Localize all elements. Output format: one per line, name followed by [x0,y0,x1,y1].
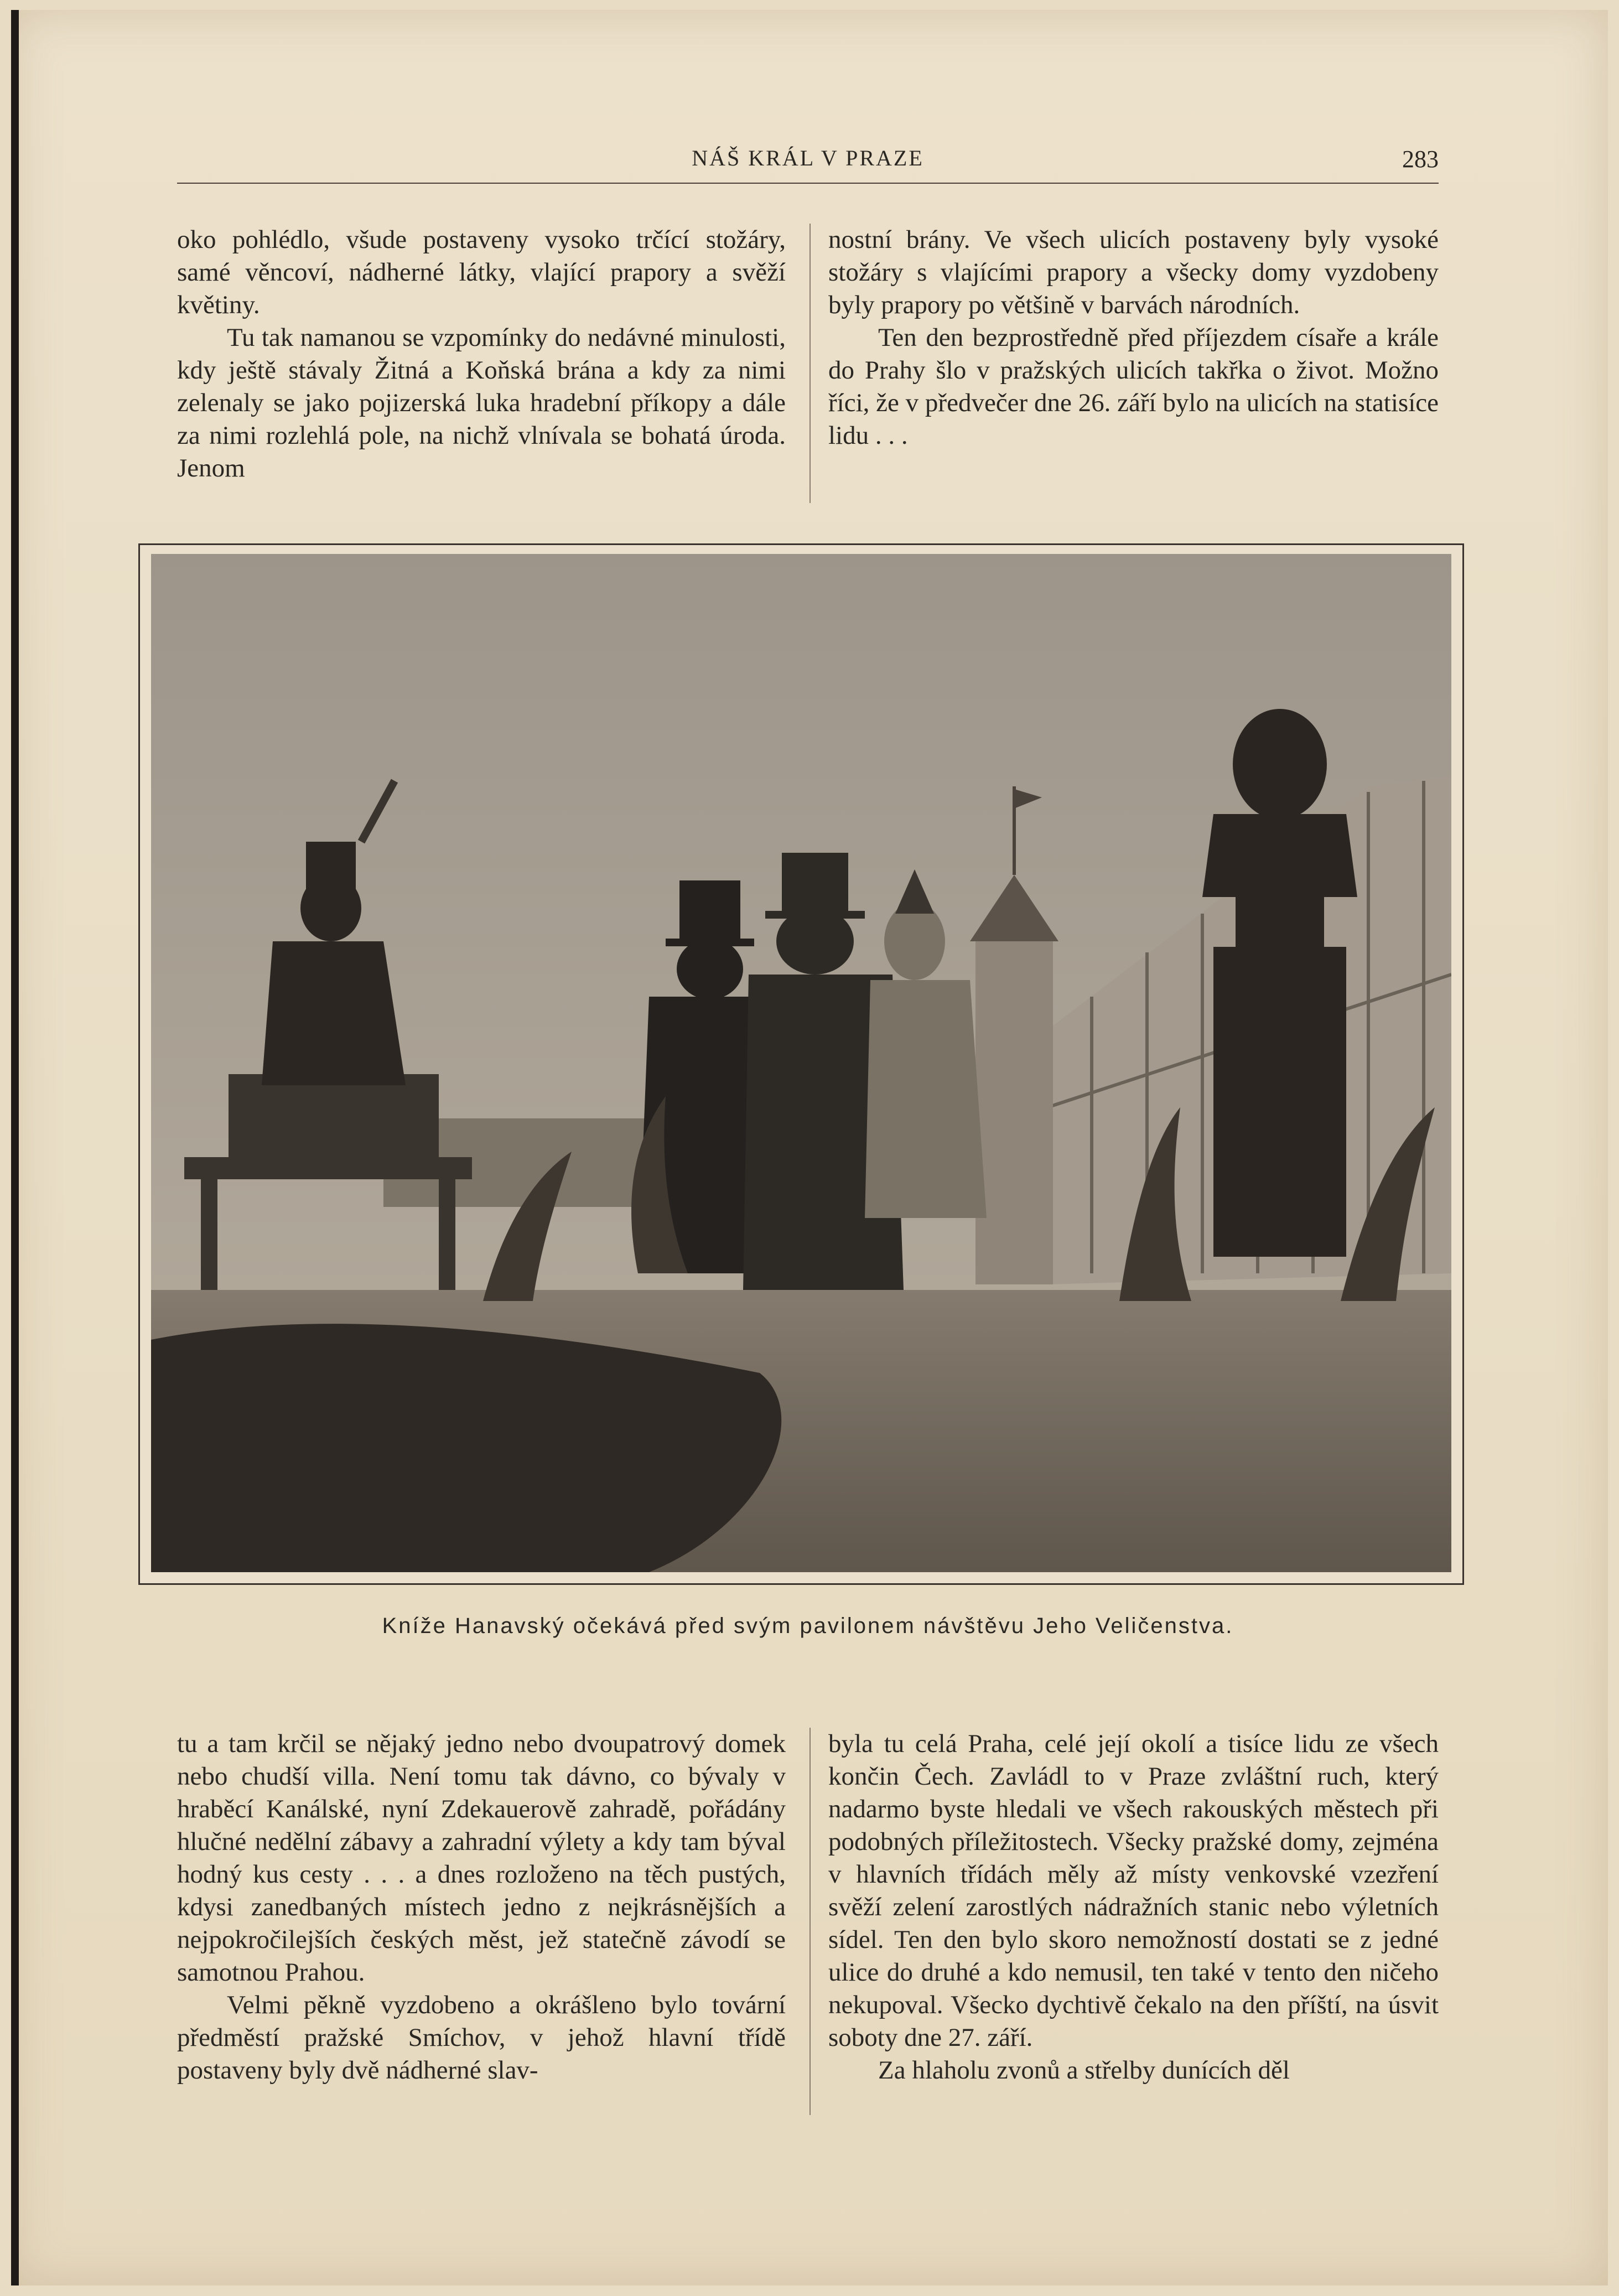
top-left-column [177,224,786,485]
page-header [177,145,1439,186]
bottom-left-column [177,1728,786,2087]
paragraph: Velmi pěkně vyzdobeno a okrášleno bylo tovární předměstí pražské Smíchov, v jehož hlavní třídě postaveny byly dvě nádherné slav- [177,1991,786,2085]
paragraph: Za hlaholu zvonů a střelby dunících děl [878,2056,1290,2085]
photograph-illustration [151,554,1451,1572]
photograph-frame [138,543,1464,1585]
column-divider [810,1728,811,2115]
paragraph: Tu tak namanou se vzpomínky do nedávné minulosti, kdy ještě stávaly Žitná a Koňská brána a kdy za nimi zelenaly se jako pojizerská luka hradební příkopy a dále za nimi rozlehlá pole, na nichž vlnívala se bohatá úroda. Jenom [177,323,786,483]
running-title: NÁŠ KRÁL V PRAZE [692,146,924,170]
paragraph: Ten den bezprostředně před příjezdem císaře a krále do Prahy šlo v pražských ulicích takřka o život. Možno říci, že v předvečer dne 26. září bylo na ulicích na statisíce lidu . . . [828,323,1439,450]
photo-caption: Kníže Hanavský očekává před svým pavilonem návštěvu Jeho Veličenstva. [382,1614,1234,1638]
paragraph: tu a tam krčil se nějaký jedno nebo dvoupatrový domek nebo chudší villa. Není tomu tak dávno, co bývaly v hraběcí Kanálské, nyní Zdekauerově zahradě, pořádány hlučné nedělní zábavy a zahradní výlety a kdy tam býval hodný kus cesty . . . a dnes rozloženo na těch pustých, kdysi zanedbaných místech jedno z nejkrásnějších a nejpokročilejších českých měst, jež statečně závodí se samotnou Prahou. [177,1729,786,1987]
page-number: 283 [1402,146,1439,173]
top-right-column [828,224,1439,452]
column-divider [810,224,811,503]
paragraph: byla tu celá Praha, celé její okolí a tisíce lidu ze všech končin Čech. Zavládl to v Praze zvláštní ruch, který nadarmo byste hledali ve všech rakouských městech při podobných příležitostech. Všecky pražské domy, zejména v hlavních třídách měly až místy venkovské vzezření svěží zelení zarostlých nádražních stanic nebo výletních sídel. Ten den bylo skoro nemožností dostati se z jedné ulice do druhé a kdo nemusil, ten také v tento den ničeho nekupoval. Všecko dychtivě čekalo na den příští, na úsvit soboty dne 27. září. [828,1729,1439,2052]
header-rule [177,183,1439,184]
page-edge [11,10,19,2285]
paragraph: nostní brány. Ve všech ulicích postaveny byly vysoké stožáry s vlajícími prapory a všecky domy vyzdobeny byly prapory po většině v barvách národních. [828,225,1439,319]
bottom-right-column [828,1728,1439,2087]
photograph [151,554,1451,1572]
paragraph: oko pohlédlo, všude postaveny vysoko trčící stožáry, samé věncoví, nádherné látky, vlající prapory a svěží květiny. [177,225,786,319]
